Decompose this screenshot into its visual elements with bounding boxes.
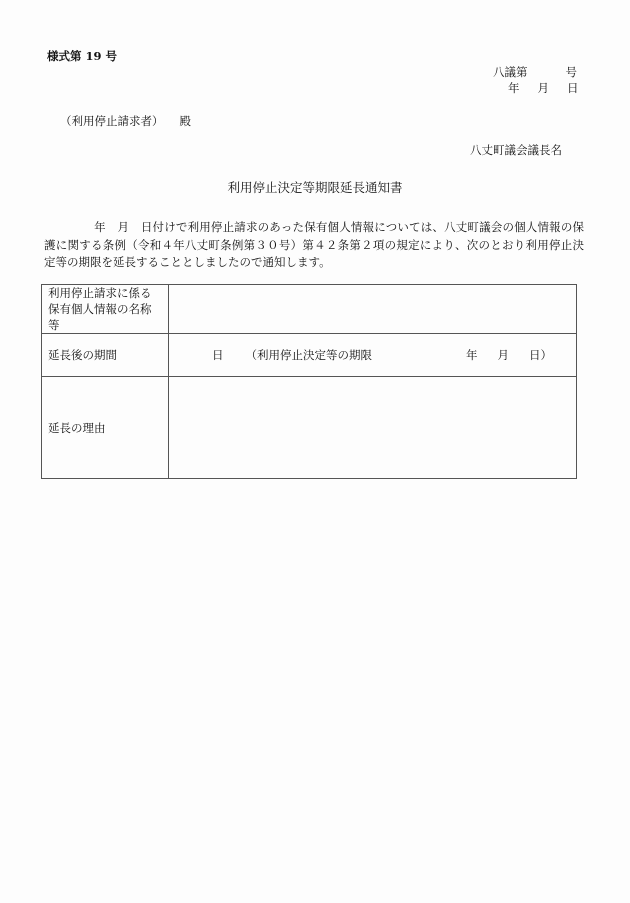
- row-label-extended-period: 延長後の期間: [42, 334, 169, 377]
- table-row: [42, 285, 577, 334]
- form-number: 様式第 19 号: [47, 49, 118, 63]
- extended-period-field[interactable]: [169, 334, 577, 377]
- deadline-day: 日）: [529, 348, 552, 362]
- document-title: 利用停止決定等期限延長通知書: [227, 180, 403, 195]
- sender-name: 八丈町議会議長名: [470, 143, 562, 157]
- body-paragraph: [44, 219, 584, 272]
- row-label-extension-reason: 延長の理由: [42, 377, 169, 479]
- extension-reason-field[interactable]: [169, 377, 577, 479]
- row-label-info-name: 利用停止請求に係る保有個人情報の名称等: [42, 285, 169, 334]
- date-month: 月: [537, 81, 549, 95]
- document-number-suffix: 号: [565, 65, 577, 79]
- info-name-field[interactable]: [169, 285, 577, 334]
- date-year: 年: [508, 81, 520, 95]
- body-date-prefix: 年 月 日付けで: [94, 220, 188, 234]
- info-table: [41, 284, 577, 479]
- deadline-year: 年: [466, 348, 478, 362]
- deadline-label: （利用停止決定等の期限: [245, 348, 372, 362]
- document-number-prefix: 八議第: [493, 65, 528, 79]
- table-row: [42, 377, 577, 479]
- document-number: [493, 64, 577, 80]
- addressee: [60, 113, 191, 129]
- period-day: 日: [212, 348, 224, 362]
- body-text: 利用停止請求のあった保有個人情報については、八丈町議会の個人情報の保護に関する条例（令和４年八丈町条例第３０号）第４２条第２項の規定により、次のとおり利用停止決定等の期限を延長することとしましたので通知します。: [44, 220, 584, 269]
- addressee-label: （利用停止請求者）: [60, 114, 164, 128]
- date-day: 日: [567, 81, 579, 95]
- addressee-honorific: 殿: [179, 114, 191, 128]
- deadline-month: 月: [497, 348, 509, 362]
- issue-date: [508, 80, 579, 96]
- table-row: [42, 334, 577, 377]
